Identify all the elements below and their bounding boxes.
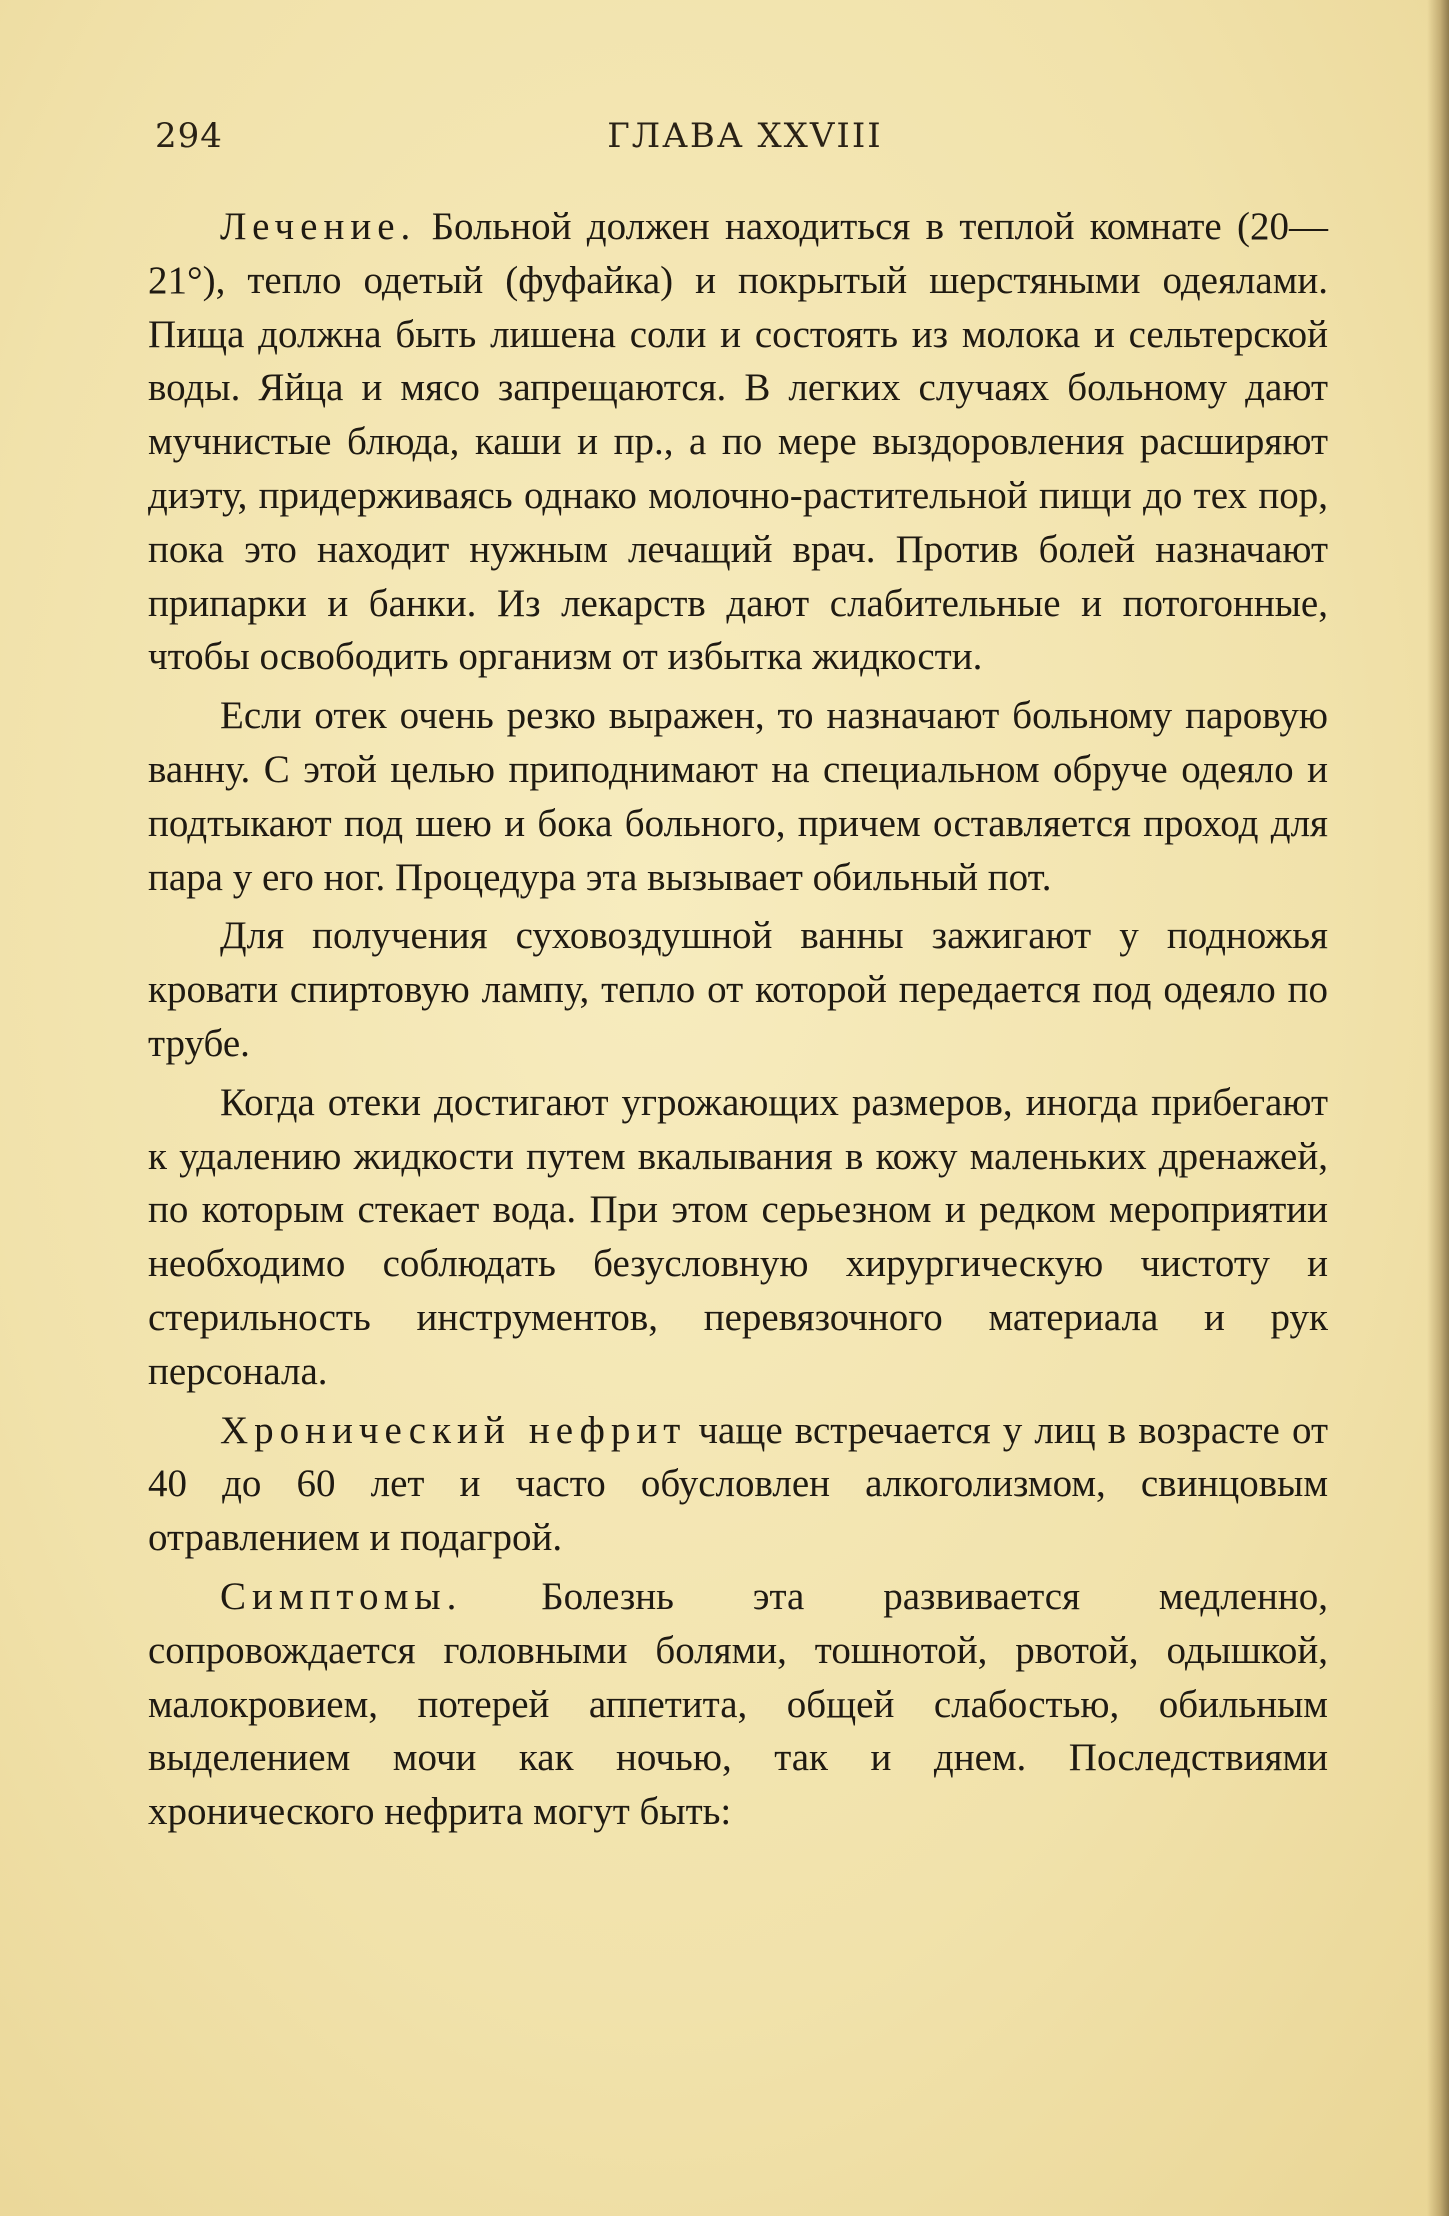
paragraph-symptoms	[148, 1570, 1328, 1839]
section-lead-symptoms: Симптомы.	[220, 1574, 463, 1618]
paragraph-chronic-nephritis	[148, 1404, 1328, 1565]
page-number: 294	[155, 116, 223, 156]
running-head	[155, 110, 1335, 170]
paragraph-text: чаще встречается у лиц в возрасте от 40 до 60 лет и часто обусловлен алкоголизмом, свинцовым отравлением и подагрой.	[148, 1408, 1328, 1560]
body-text	[148, 200, 1328, 1844]
paragraph-text: Больной должен находиться в теплой комнате (20—21°), тепло одетый (фуфайка) и покрытый шерстяными одеялами. Пища должна быть лишена соли и состоять из молока и сельтерской воды. Яйца и мясо запрещаются. В легких случаях больному дают мучнистые блюда, каши и пр., а по мере выздоровления расширяют диэту, придерживаясь однако молочно-растительной пищи до тех пор, пока это находит нужным лечащий врач. Против болей назначают припарки и банки. Из лекарств дают слабительные и потогонные, чтобы освободить организм от избытка жидкости.	[148, 205, 1328, 679]
paragraph-drainage	[148, 1076, 1328, 1399]
page-edge-shadow	[1427, 0, 1449, 2216]
paragraph-text: Когда отеки достигают угрожающих размеров, иногда прибегают к удалению жидкости путем вкалывания в кожу маленьких дренажей, по которым стекает вода. При этом серьезном и редком мероприятии необходимо соблюдать безусловную хирургическую чистоту и стерильность инструментов, перевязочного материала и рук персонала.	[148, 1080, 1328, 1393]
chapter-title: ГЛАВА XXVIII	[607, 116, 883, 156]
paragraph-text: Если отек очень резко выражен, то назначают больному паровую ванну. С этой целью приподнимают на специальном обруче одеяло и подтыкают под шею и бока больного, причем оставляется проход для пара у его ног. Процедура эта вызывает обильный пот.	[148, 694, 1328, 899]
paragraph-treatment	[148, 200, 1328, 684]
section-lead-chronic-nephritis: Хронический нефрит	[220, 1408, 687, 1452]
paragraph-dry-air-bath	[148, 909, 1328, 1070]
section-lead-treatment: Лечение.	[220, 205, 417, 248]
paragraph-steam-bath	[148, 689, 1328, 904]
paragraph-text: Болезнь эта развивается медленно, сопровождается головными болями, тошнотой, рвотой, одышкой, малокровием, потерей аппетита, общей слабостью, обильным выделением мочи как ночью, так и днем. Последствиями хронического нефрита могут быть:	[148, 1574, 1328, 1834]
paragraph-text: Для получения суховоздушной ванны зажигают у подножья кровати спиртовую лампу, тепло от которой передается под одеяло по трубе.	[148, 914, 1328, 1065]
